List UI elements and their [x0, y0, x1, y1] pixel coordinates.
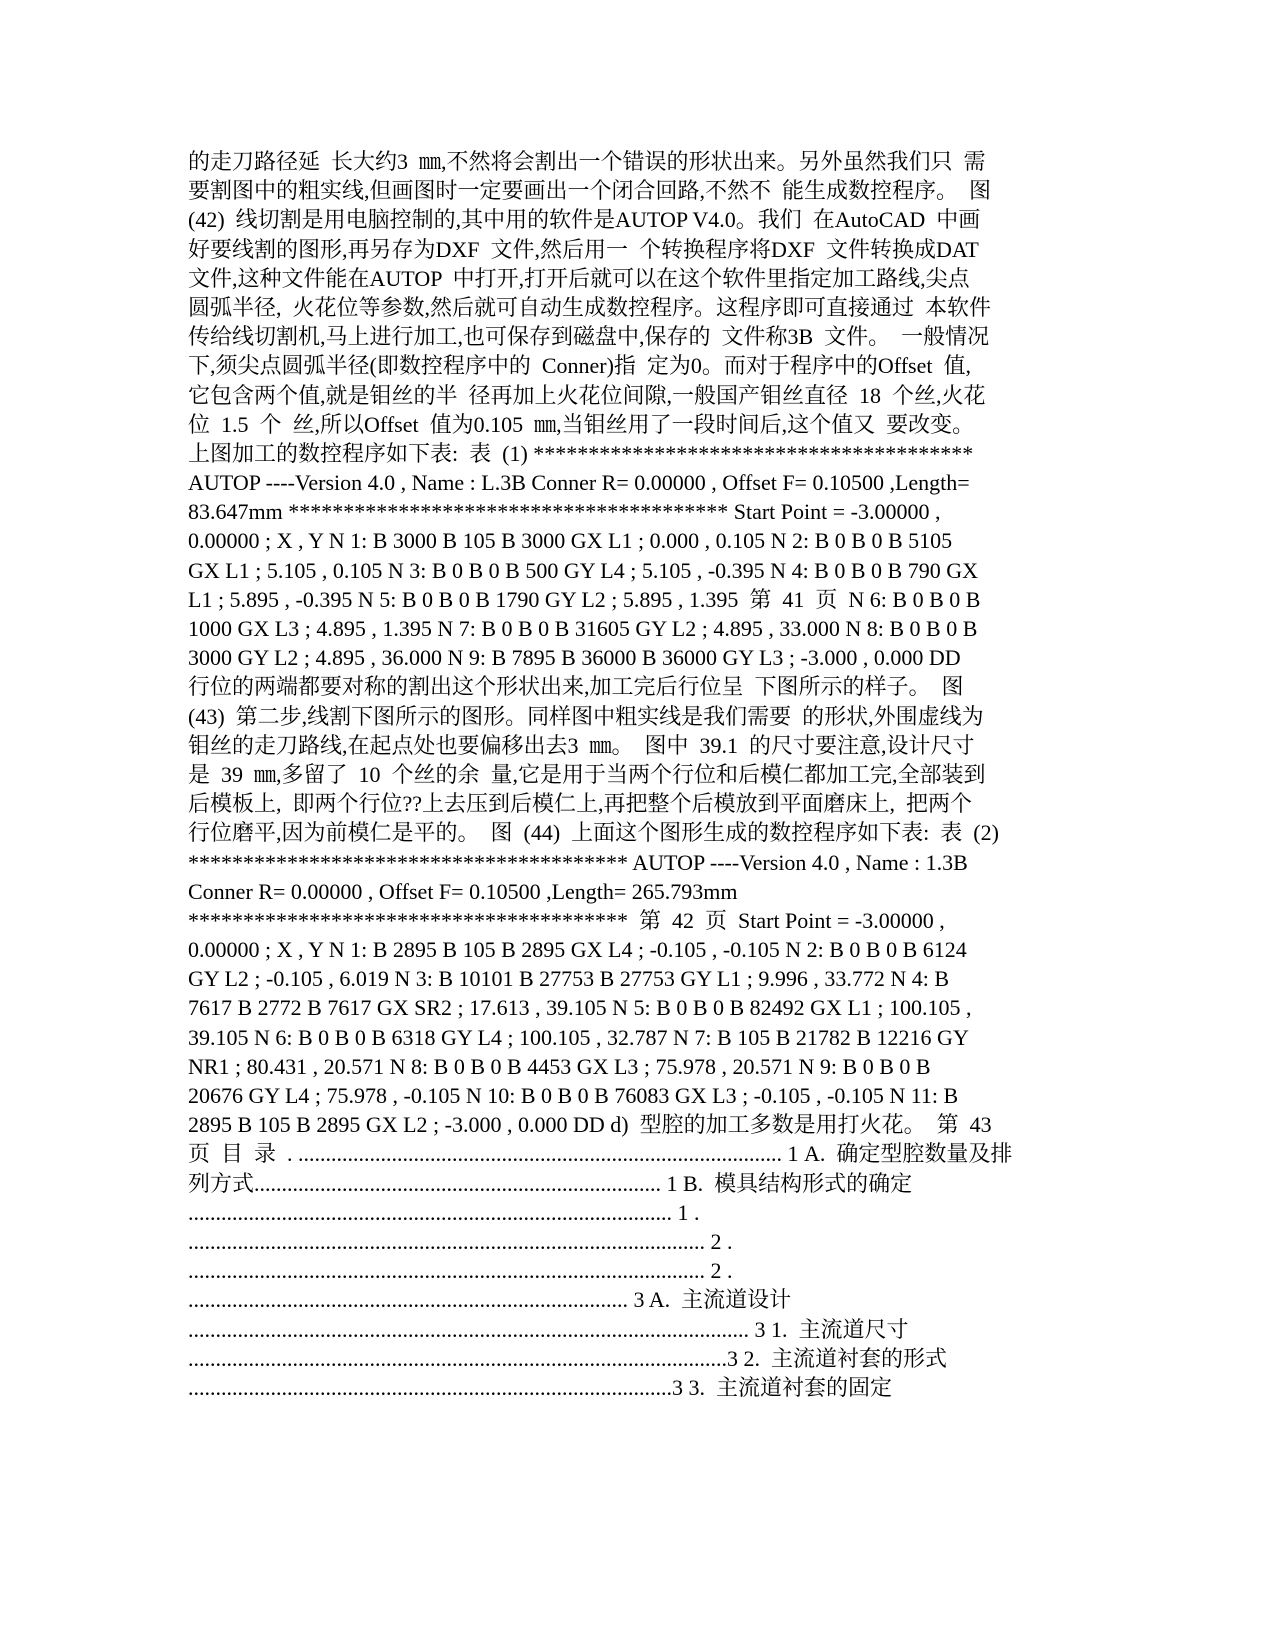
- text-line: 好要线割的图形,再另存为DXF 文件,然后用一 个转换程序将DXF 文件转换成DAT: [188, 236, 979, 262]
- text-line: ................................................................................ 3 A. 主流道设计: [188, 1287, 792, 1313]
- text-line: ........................................................................................3 3. 主流道衬套的固定: [188, 1374, 893, 1400]
- text-line: 1000 GX L3 ; 4.895 , 1.395 N 7: B 0 B 0 B 31605 GY L2 ; 4.895 , 33.000 N 8: B 0 B 0 B: [188, 616, 978, 641]
- text-line: 83.647mm **************************************** Start Point = -3.00000 ,: [188, 499, 941, 525]
- text-line: 7617 B 2772 B 7617 GX SR2 ; 17.613 , 39.105 N 5: B 0 B 0 B 82492 GX L1 ; 100.105 ,: [188, 995, 972, 1021]
- text-line: ...................................................................................................... 3 1. 主流道尺寸: [188, 1316, 909, 1342]
- text-line: 要割图中的粗实线,但画图时一定要画出一个闭合回路,不然不 能生成数控程序。 图: [188, 178, 992, 204]
- text-line: .............................................................................................. 2 .: [188, 1258, 733, 1284]
- text-line: 行位磨平,因为前模仁是平的。 图 (44) 上面这个图形生成的数控程序如下表: 表 (2): [188, 820, 999, 846]
- text-line: 圆弧半径, 火花位等参数,然后就可自动生成数控程序。这程序即可直接通过 本软件: [188, 294, 992, 320]
- text-line: 0.00000 ; X , Y N 1: B 3000 B 105 B 3000 GX L1 ; 0.000 , 0.105 N 2: B 0 B 0 B 5105: [188, 528, 953, 554]
- text-line: 上图加工的数控程序如下表: 表 (1) ****************************************: [188, 440, 974, 466]
- text-line: GY L2 ; -0.105 , 6.019 N 3: B 10101 B 27753 B 27753 GY L1 ; 9.996 , 33.772 N 4: B: [188, 966, 950, 992]
- text-line: 位 1.5 个 丝,所以Offset 值为0.105 ㎜,当钼丝用了一段时间后,这个值又 要改变。: [188, 411, 975, 437]
- text-line: 的走刀路径延 长大约3 ㎜,不然将会割出一个错误的形状出来。另外虽然我们只 需: [188, 149, 986, 174]
- text-line: 页 目 录 . ........................................................................................ 1 A. 确定型腔数量及排: [188, 1141, 1013, 1167]
- text-line: (43) 第二步,线割下图所示的图形。同样图中粗实线是我们需要 的形状,外围虚线为: [188, 703, 984, 729]
- text-line: 39.105 N 6: B 0 B 0 B 6318 GY L4 ; 100.105 , 32.787 N 7: B 105 B 21782 B 12216 GY: [188, 1024, 969, 1050]
- text-line: **************************************** 第 42 页 Start Point = -3.00000 ,: [188, 907, 945, 933]
- text-line: **************************************** AUTOP ----Version 4.0 , Name : 1.3B: [188, 849, 968, 875]
- text-line: 行位的两端都要对称的割出这个形状出来,加工完后行位呈 下图所示的样子。 图: [188, 674, 964, 700]
- text-line: 钼丝的走刀路线,在起点处也要偏移出去3 ㎜。 图中 39.1 的尺寸要注意,设计尺寸: [188, 732, 975, 758]
- text-line: AUTOP ----Version 4.0 , Name : L.3B Conner R= 0.00000 , Offset F= 0.10500 ,Length=: [188, 470, 970, 496]
- text-line: NR1 ; 80.431 , 20.571 N 8: B 0 B 0 B 4453 GX L3 ; 75.978 , 20.571 N 9: B 0 B 0 B: [188, 1053, 931, 1079]
- text-line: 2895 B 105 B 2895 GX L2 ; -3.000 , 0.000 DD d) 型腔的加工多数是用打火花。 第 43: [188, 1112, 992, 1138]
- text-line: L1 ; 5.895 , -0.395 N 5: B 0 B 0 B 1790 GY L2 ; 5.895 , 1.395 第 41 页 N 6: B 0 B 0 B: [188, 586, 981, 612]
- text-line: GX L1 ; 5.105 , 0.105 N 3: B 0 B 0 B 500 GY L4 ; 5.105 , -0.395 N 4: B 0 B 0 B 790 GX: [188, 557, 978, 583]
- text-line: ........................................................................................ 1 .: [188, 1199, 700, 1225]
- text-line: 是 39 ㎜,多留了 10 个丝的余 量,它是用于当两个行位和后模仁都加工完,全部装到: [188, 761, 986, 787]
- text-line: .............................................................................................. 2 .: [188, 1228, 733, 1254]
- text-line: (42) 线切割是用电脑控制的,其中用的软件是AUTOP V4.0。我们 在AutoCAD 中画: [188, 207, 981, 233]
- text-line: 3000 GY L2 ; 4.895 , 36.000 N 9: B 7895 B 36000 B 36000 GY L3 ; -3.000 , 0.000 DD: [188, 645, 961, 671]
- body-text: [188, 147, 1098, 1402]
- text-line: 传给线切割机,马上进行加工,也可保存到磁盘中,保存的 文件称3B 文件。 一般情况: [188, 324, 990, 350]
- text-line: 下,须尖点圆弧半径(即数控程序中的 Conner)指 定为0。而对于程序中的Offset 值,: [188, 353, 972, 379]
- text-line: Conner R= 0.00000 , Offset F= 0.10500 ,Length= 265.793mm: [188, 878, 738, 904]
- text-line: ..................................................................................................3 2. 主流道衬套的形式: [188, 1345, 948, 1371]
- text-line: 列方式.......................................................................... 1 B. 模具结构形式的确定: [188, 1170, 913, 1196]
- text-line: 0.00000 ; X , Y N 1: B 2895 B 105 B 2895 GX L4 ; -0.105 , -0.105 N 2: B 0 B 0 B 6124: [188, 937, 967, 963]
- text-line: 20676 GY L4 ; 75.978 , -0.105 N 10: B 0 B 0 B 76083 GX L3 ; -0.105 , -0.105 N 11: B: [188, 1083, 959, 1108]
- text-line: 文件,这种文件能在AUTOP 中打开,打开后就可以在这个软件里指定加工路线,尖点: [188, 265, 970, 291]
- text-line: 它包含两个值,就是钼丝的半 径再加上火花位间隙,一般国产钼丝直径 18 个丝,火花: [188, 382, 986, 408]
- text-line: 后模板上, 即两个行位??上去压到后模仁上,再把整个后模放到平面磨床上, 把两个: [188, 791, 973, 817]
